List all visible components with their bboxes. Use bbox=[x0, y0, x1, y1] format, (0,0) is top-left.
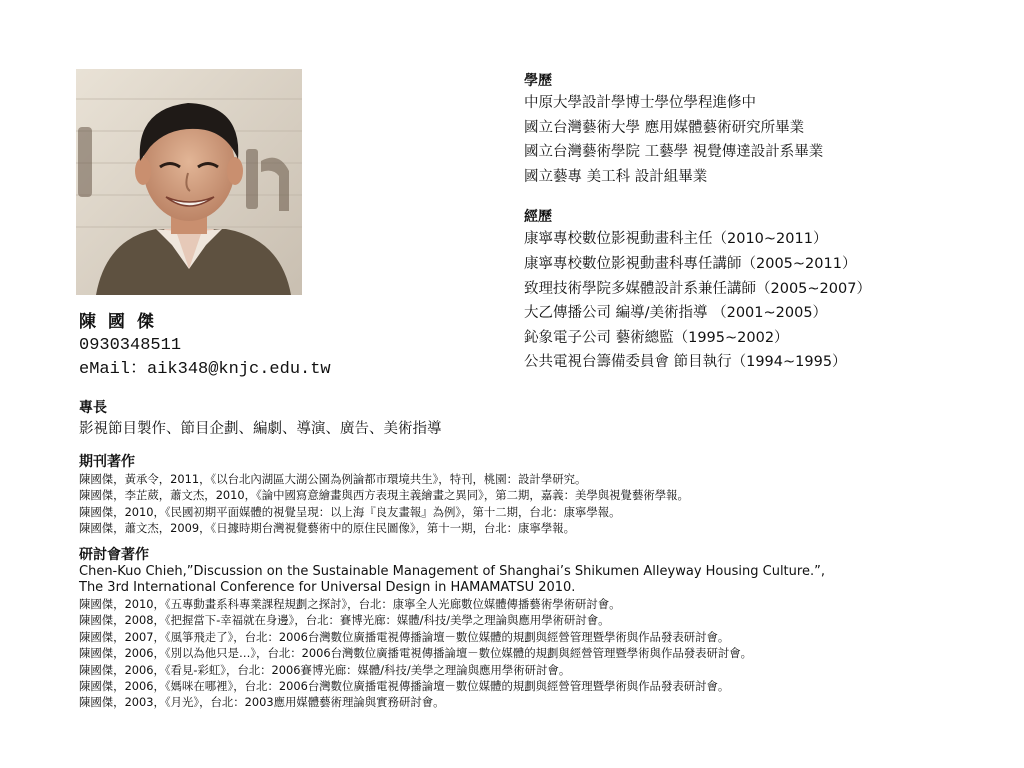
conference-item: 陳國傑，2006，《別以為他只是…》，台北：2006台灣數位廣播電視傳播論壇－數位媒體的規劃與經營管理暨學術與作品發表研討會。 bbox=[79, 646, 753, 661]
journal-item: 陳國傑，李芷葳，蕭文杰，2010，《論中國寫意繪畫與西方表現主義繪畫之異同》，第二期，嘉義：美學與視覺藝術學報。 bbox=[79, 488, 689, 503]
conference-english-line: Chen-Kuo Chieh,”Discussion on the Sustainable Management of Shanghai’s Shikumen Alleyway Housing Culture.”, bbox=[79, 564, 825, 579]
education-list bbox=[524, 91, 1004, 189]
experience-section bbox=[524, 207, 1004, 375]
experience-item: 公共電視台籌備委員會 節目執行（1994~1995） bbox=[524, 354, 847, 371]
education-heading: 學歷 bbox=[524, 73, 552, 89]
experience-item: 鈊象電子公司 藝術總監（1995~2002） bbox=[524, 329, 789, 346]
contact-block bbox=[79, 310, 331, 382]
right-column bbox=[524, 71, 1004, 375]
specialty-text: 影視節目製作、節目企劃、編劇、導演、廣告、美術指導 bbox=[79, 421, 442, 437]
conference-item: 陳國傑，2003，《月光》，台北：2003應用媒體藝術理論與實務研討會。 bbox=[79, 695, 445, 710]
specialty-heading: 專長 bbox=[79, 400, 107, 416]
profile-photo bbox=[76, 69, 302, 295]
experience-item: 大乙傳播公司 編導/美術指導 （2001~2005） bbox=[524, 305, 828, 322]
conference-item: 陳國傑，2006，《媽咪在哪裡》，台北：2006台灣數位廣播電視傳播論壇－數位媒體的規劃與經營管理暨學術與作品發表研討會。 bbox=[79, 679, 730, 694]
person-name: 陳 國 傑 bbox=[79, 312, 157, 332]
conference-item: 陳國傑，2010，《五專動畫系科專業課程規劃之探討》，台北：康寧全人光廊數位媒體傳播藝術學術研討會。 bbox=[79, 597, 621, 611]
journal-item: 陳國傑，黃承令，2011，《以台北內湖區大湖公園為例論都市環境共生》，特刊，桃園：設計學研究。 bbox=[79, 472, 587, 486]
journals-section bbox=[79, 453, 1009, 537]
education-item: 國立台灣藝術大學 應用媒體藝術研究所畢業 bbox=[524, 119, 805, 136]
education-item: 國立台灣藝術學院 工藝學 視覺傳達設計系畢業 bbox=[524, 144, 824, 161]
email-address: eMail：aik348@knjc.edu.tw bbox=[79, 360, 331, 379]
experience-heading: 經歷 bbox=[524, 209, 552, 226]
experience-item: 康寧專校數位影視動畫科專任講師（2005~2011） bbox=[524, 255, 857, 272]
conference-item: 陳國傑，2007，《風箏飛走了》，台北：2006台灣數位廣播電視傳播論壇－數位媒體的規劃與經營管理暨學術與作品發表研討會。 bbox=[79, 629, 730, 644]
journal-item: 陳國傑，2010，《民國初期平面媒體的視覺呈現：以上海『良友畫報』為例》，第十二期，台北：康寧學報。 bbox=[79, 504, 621, 519]
phone-number: 0930348511 bbox=[79, 336, 182, 355]
conference-item: 陳國傑，2008，《把握當下-幸福就在身邊》，台北：賽博光廊：媒體/科技/美學之理論與應用學術研討會。 bbox=[79, 613, 610, 628]
experience-item: 康寧專校數位影視動畫科主任（2010~2011） bbox=[524, 231, 828, 248]
journal-item: 陳國傑，蕭文杰，2009，《日據時期台灣視覺藝術中的原住民圖像》，第十一期，台北：康寧學報。 bbox=[79, 521, 575, 536]
conference-item: 陳國傑，2006，《看見-彩虹》，台北：2006賽博光廊：媒體/科技/美學之理論與應用學術研討會。 bbox=[79, 662, 571, 677]
conference-section bbox=[79, 546, 1009, 711]
specialty-section bbox=[79, 398, 979, 440]
conference-english-line: The 3rd International Conference for Universal Design in HAMAMATSU 2010. bbox=[79, 580, 576, 595]
conference-heading: 研討會著作 bbox=[79, 547, 149, 563]
experience-item: 致理技術學院多媒體設計系兼任講師（2005~2007） bbox=[524, 280, 871, 297]
journals-heading: 期刊著作 bbox=[79, 454, 135, 470]
education-item: 中原大學設計學博士學位學程進修中 bbox=[524, 95, 756, 111]
education-item: 國立藝專 美工科 設計組畢業 bbox=[524, 168, 708, 185]
